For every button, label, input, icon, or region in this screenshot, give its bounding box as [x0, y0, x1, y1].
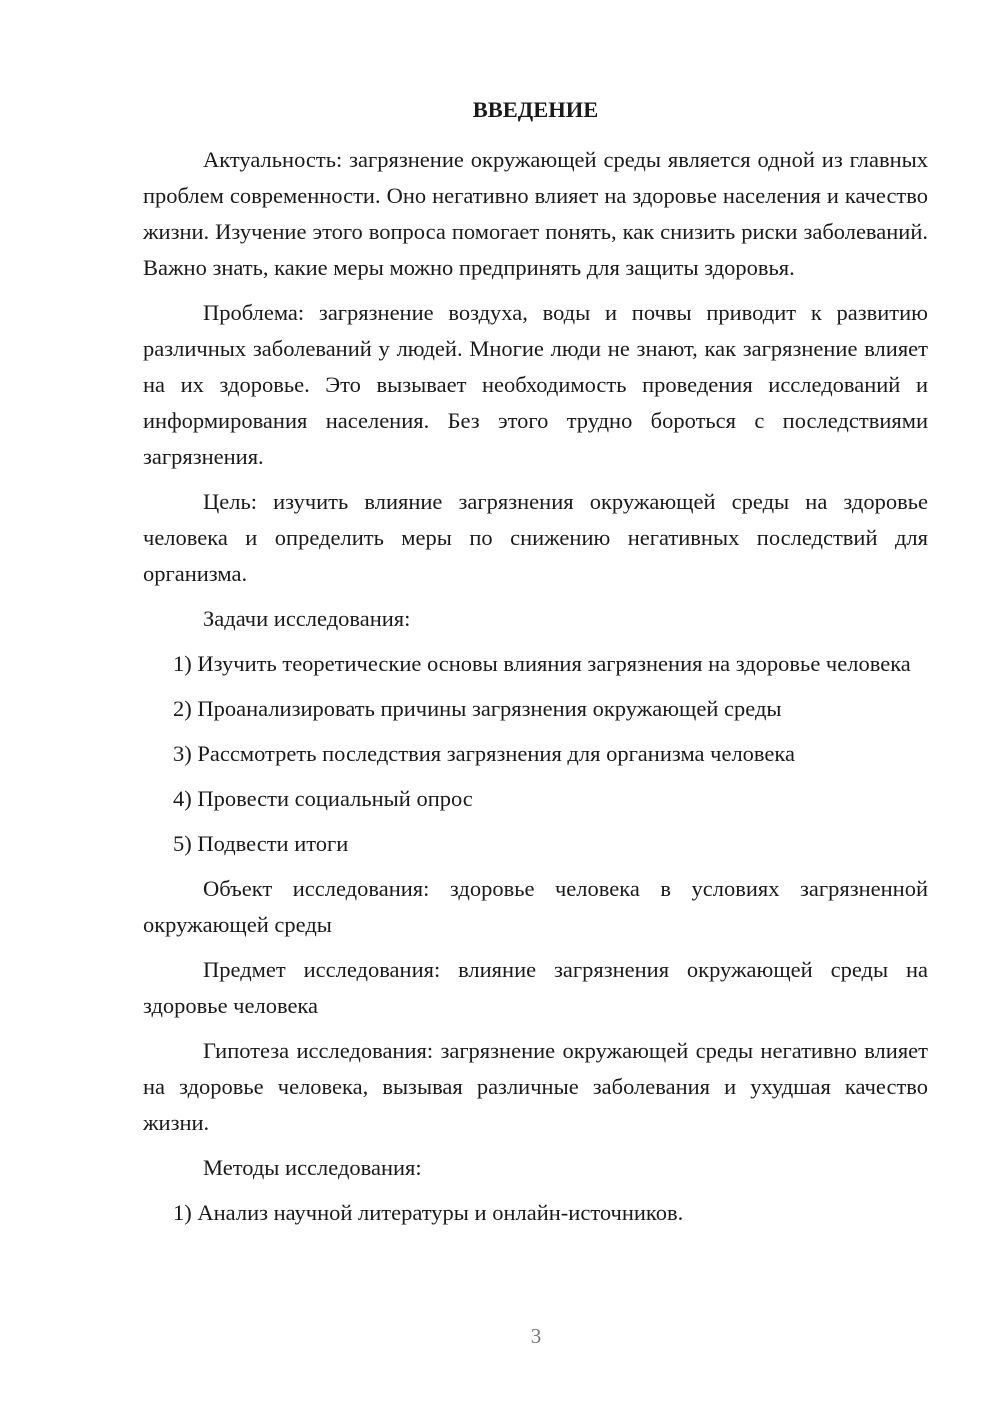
method-item: 1) Анализ научной литературы и онлайн-источников.	[173, 1200, 684, 1225]
document-title: ВВЕДЕНИЕ	[472, 97, 599, 122]
task-item: 4) Провести социальный опрос	[173, 786, 473, 811]
page-number: 3	[530, 1324, 542, 1348]
tasks-heading: Задачи исследования:	[203, 606, 411, 631]
paragraph-relevance: Актуальность: загрязнение окружающей среды является одной из главных проблем современности. Оно негативно влияет на здоровье населения и качество жизни. Изучение этого вопроса помогает понять, как снизить риски заболеваний. Важно знать, какие меры можно предпринять для защиты здоровья.	[143, 147, 928, 280]
paragraph-problem: Проблема: загрязнение воздуха, воды и почвы приводит к развитию различных заболеваний у людей. Многие люди не знают, как загрязнение влияет на их здоровье. Это вызывает необходимость проведения исследований и информирования населения. Без этого трудно бороться с последствиями загрязнения.	[143, 300, 928, 469]
paragraph-object: Объект исследования: здоровье человека в условиях загрязненной окружающей среды	[143, 876, 928, 937]
task-item: 2) Проанализировать причины загрязнения окружающей среды	[173, 696, 782, 721]
paragraph-goal: Цель: изучить влияние загрязнения окружающей среды на здоровье человека и определить меры по снижению негативных последствий для организма.	[143, 489, 928, 586]
paragraph-hypothesis: Гипотеза исследования: загрязнение окружающей среды негативно влияет на здоровье человека, вызывая различные заболевания и ухудшая качество жизни.	[143, 1038, 928, 1135]
methods-heading: Методы исследования:	[203, 1155, 422, 1180]
task-item: 5) Подвести итоги	[173, 831, 349, 856]
document-page	[143, 92, 928, 1240]
task-item: 3) Рассмотреть последствия загрязнения для организма человека	[173, 741, 795, 766]
task-item: 1) Изучить теоретические основы влияния загрязнения на здоровье человека	[173, 651, 911, 676]
paragraph-subject: Предмет исследования: влияние загрязнения окружающей среды на здоровье человека	[143, 957, 928, 1018]
